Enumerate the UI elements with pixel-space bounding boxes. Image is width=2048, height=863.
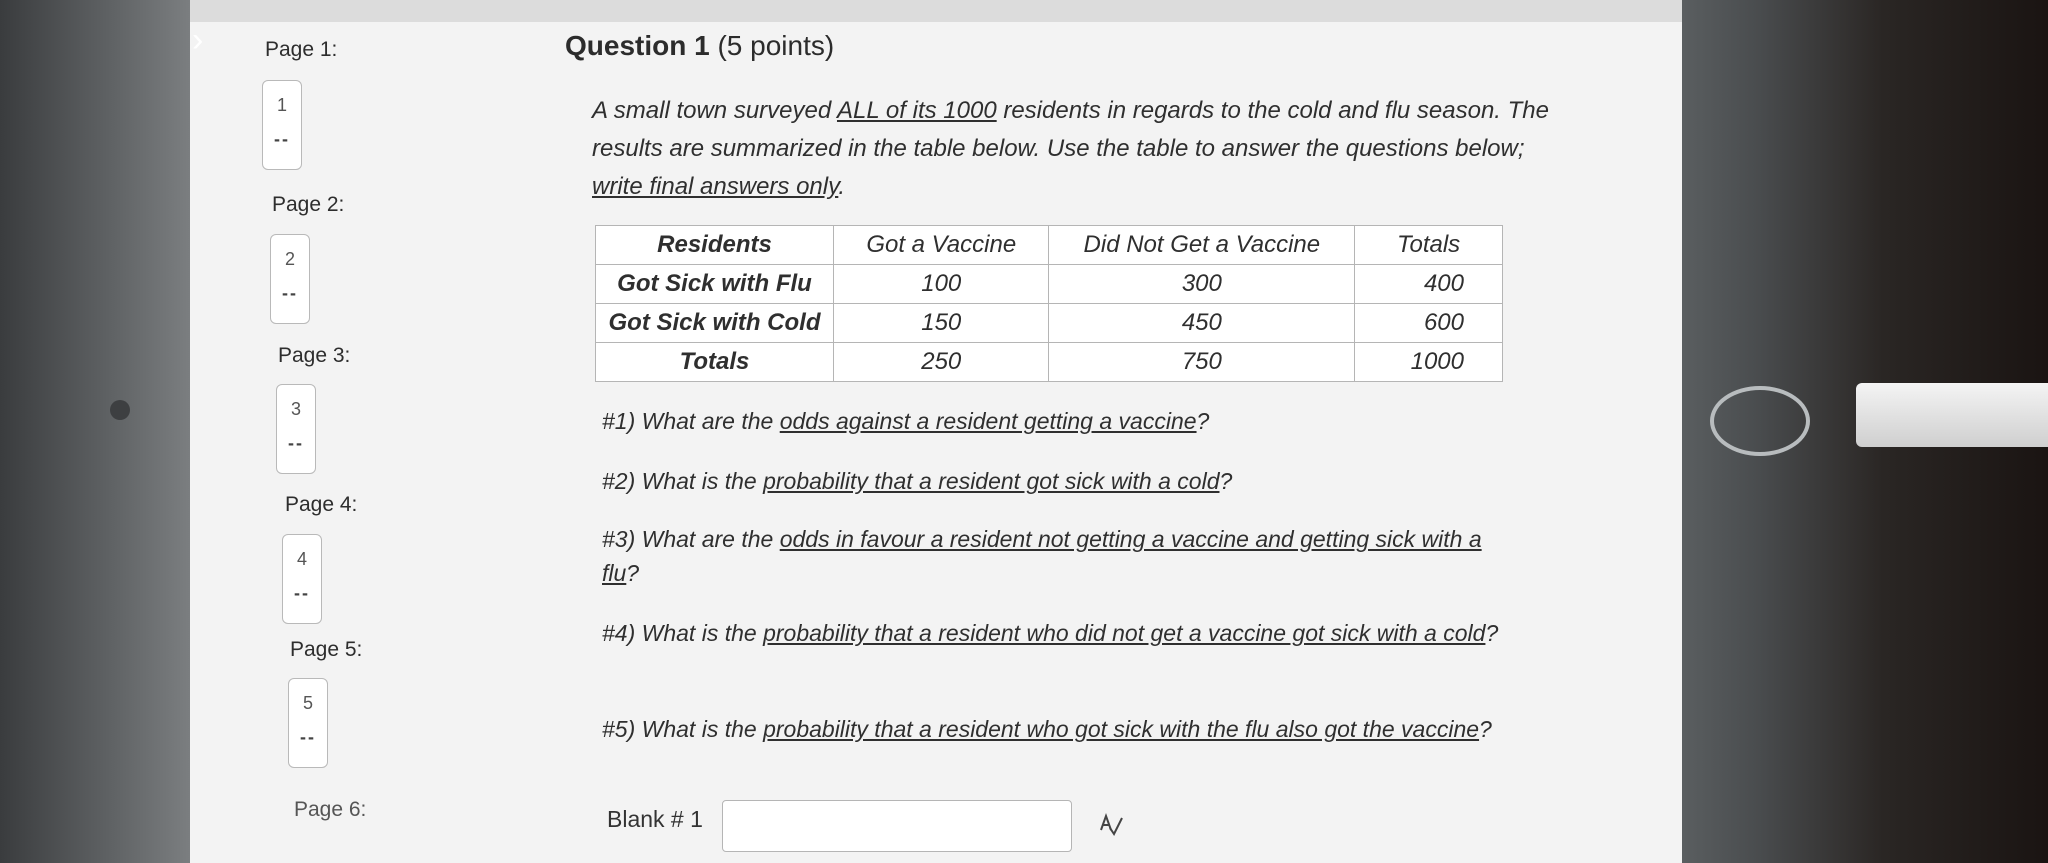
survey-table bbox=[595, 225, 1503, 382]
question-prefix: #1) What are the bbox=[602, 408, 780, 434]
row-header: Totals bbox=[596, 343, 834, 382]
camera-dot bbox=[110, 400, 130, 420]
intro-text: residents in regards to the cold and flu season. The results are summarized in the table below. Use the table to answer the questions below; bbox=[592, 97, 1549, 162]
page-button-1[interactable] bbox=[262, 80, 302, 170]
table-row bbox=[596, 343, 1503, 382]
sub-question-3 bbox=[602, 522, 1522, 590]
table-cell: 1000 bbox=[1355, 343, 1503, 382]
table-row bbox=[596, 304, 1503, 343]
table-header: Totals bbox=[1355, 226, 1503, 265]
table-cell: 250 bbox=[834, 343, 1049, 382]
page-number: 4 bbox=[296, 549, 307, 569]
table-cell: 750 bbox=[1049, 343, 1355, 382]
intro-text: A small town surveyed bbox=[592, 97, 837, 124]
sub-question-2 bbox=[602, 464, 1562, 498]
question-key-phrase: probability that a resident who got sick with the flu also got the vaccine bbox=[763, 716, 1480, 742]
question-key-phrase: odds against a resident getting a vaccine bbox=[779, 408, 1197, 434]
table-header: Did Not Get a Vaccine bbox=[1049, 226, 1355, 265]
page-navigator bbox=[190, 22, 370, 863]
page-label: Page 1: bbox=[265, 38, 338, 61]
table-cell: 450 bbox=[1049, 304, 1355, 343]
sub-question-4 bbox=[602, 616, 1542, 650]
page-label: Page 2: bbox=[272, 193, 345, 216]
question-suffix: ? bbox=[1196, 408, 1210, 434]
question-prefix: #2) What is the bbox=[602, 468, 764, 494]
answer-input[interactable] bbox=[722, 800, 1072, 852]
blank-label: Blank # 1 bbox=[607, 806, 703, 832]
page-number: 3 bbox=[290, 399, 301, 419]
page-number: 2 bbox=[284, 249, 295, 269]
chevron-right-icon[interactable]: › bbox=[192, 21, 204, 59]
row-header: Got Sick with Flu bbox=[596, 265, 834, 304]
table-header-row bbox=[596, 226, 1503, 265]
question-key-phrase: probability that a resident who did not get a vaccine got sick with a cold bbox=[763, 620, 1486, 646]
question-suffix: ? bbox=[626, 560, 640, 586]
intro-emphasis: write final answers only bbox=[592, 173, 839, 200]
table-cell: 300 bbox=[1049, 265, 1355, 304]
page-button-5[interactable] bbox=[288, 678, 328, 768]
page-status: -- bbox=[300, 727, 316, 747]
page-label: Page 3: bbox=[278, 344, 351, 367]
table-header: Residents bbox=[596, 226, 834, 265]
table-cell: 400 bbox=[1355, 265, 1503, 304]
question-prefix: #3) What are the bbox=[602, 526, 780, 552]
home-button bbox=[1710, 386, 1810, 456]
table-cell: 100 bbox=[834, 265, 1049, 304]
question-suffix: ? bbox=[1219, 468, 1233, 494]
top-bar bbox=[190, 0, 1682, 22]
question-points: (5 points) bbox=[717, 30, 835, 61]
page-status: -- bbox=[294, 583, 310, 603]
page-label-partial: Page 6: bbox=[294, 798, 367, 821]
spellcheck-icon[interactable] bbox=[1098, 812, 1124, 838]
page-label: Page 5: bbox=[290, 638, 363, 661]
page-button-2[interactable] bbox=[270, 234, 310, 324]
question-prefix: #4) What is the bbox=[602, 620, 764, 646]
sub-question-5 bbox=[602, 712, 1522, 746]
intro-text: . bbox=[838, 173, 845, 200]
device-bezel-left bbox=[0, 0, 190, 863]
table-row bbox=[596, 265, 1503, 304]
table-cell: 600 bbox=[1355, 304, 1503, 343]
page-number: 5 bbox=[302, 693, 313, 713]
page-status: -- bbox=[274, 129, 290, 149]
question-suffix: ? bbox=[1485, 620, 1499, 646]
table-header: Got a Vaccine bbox=[834, 226, 1049, 265]
page-button-3[interactable] bbox=[276, 384, 316, 474]
row-header: Got Sick with Cold bbox=[596, 304, 834, 343]
question-number: Question 1 bbox=[565, 30, 710, 61]
question-title bbox=[565, 30, 834, 62]
charging-cable bbox=[1856, 383, 2048, 447]
page-label: Page 4: bbox=[285, 493, 358, 516]
sub-question-1 bbox=[602, 404, 1562, 438]
page-number: 1 bbox=[276, 95, 287, 115]
page-status: -- bbox=[288, 433, 304, 453]
table-cell: 150 bbox=[834, 304, 1049, 343]
question-key-phrase: odds in favour a resident not getting a vaccine and getting sick with a flu bbox=[602, 526, 1482, 586]
page-status: -- bbox=[282, 283, 298, 303]
question-intro bbox=[592, 92, 1572, 206]
page-button-4[interactable] bbox=[282, 534, 322, 624]
question-prefix: #5) What is the bbox=[602, 716, 764, 742]
intro-emphasis: ALL of its 1000 bbox=[836, 97, 997, 124]
question-key-phrase: probability that a resident got sick with a cold bbox=[763, 468, 1220, 494]
question-suffix: ? bbox=[1479, 716, 1492, 742]
